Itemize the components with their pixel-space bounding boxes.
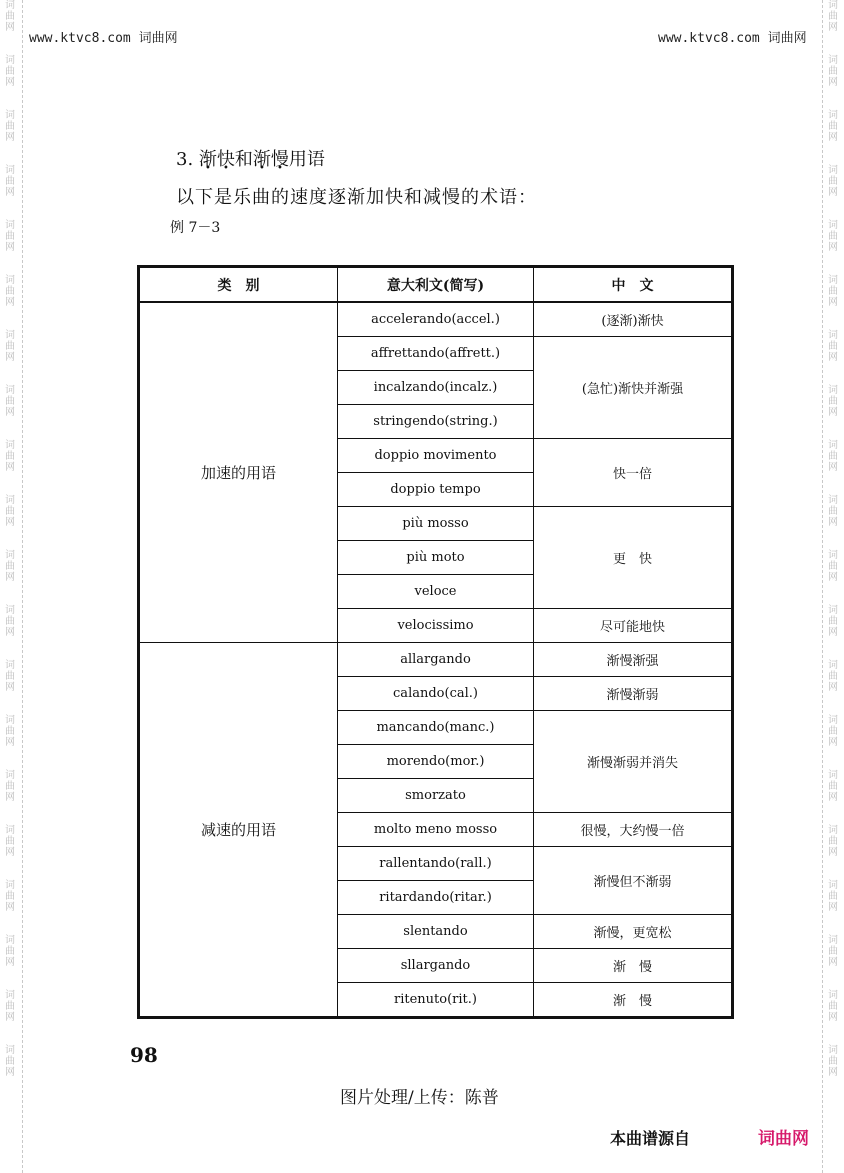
watermark-char: 词	[5, 275, 15, 286]
table-header-row	[139, 267, 733, 303]
watermark-char: 词	[828, 715, 838, 726]
watermark-char: 网	[5, 462, 15, 473]
table-row	[139, 643, 733, 677]
watermark-char: 曲	[828, 781, 838, 792]
watermark-char: 网	[828, 627, 838, 638]
watermark-char: 词	[5, 165, 15, 176]
watermark-char: 曲	[5, 726, 15, 737]
header-site-left[interactable]: www.ktvc8.com 词曲网	[29, 31, 178, 46]
chinese-meaning-cell: 渐慢，更宽松	[534, 915, 733, 949]
watermark-char: 词	[5, 990, 15, 1001]
watermark-char: 曲	[828, 11, 838, 22]
watermark-char: 曲	[5, 616, 15, 627]
watermark-char: 词	[828, 825, 838, 836]
watermark-char: 网	[5, 1012, 15, 1023]
chinese-meaning-cell: 更 快	[534, 507, 733, 609]
italian-term-cell: doppio tempo	[338, 473, 534, 507]
italian-term-cell: veloce	[338, 575, 534, 609]
watermark-char: 词	[5, 220, 15, 231]
watermark-char: 曲	[828, 121, 838, 132]
italian-term-cell: mancando(manc.)	[338, 711, 534, 745]
watermark-char: 网	[828, 407, 838, 418]
watermark-char: 网	[828, 462, 838, 473]
chinese-meaning-cell: 渐 慢	[534, 983, 733, 1018]
watermark-char: 网	[5, 297, 15, 308]
watermark-char: 词	[5, 880, 15, 891]
watermark-char: 曲	[5, 176, 15, 187]
right-margin-line	[822, 0, 823, 1173]
section-number: 3.	[176, 149, 194, 170]
watermark-char: 网	[5, 407, 15, 418]
watermark-char: 网	[828, 77, 838, 88]
chinese-meaning-cell: (急忙)渐快并渐强	[534, 337, 733, 439]
watermark-char: 曲	[5, 121, 15, 132]
watermark-char: 词	[828, 165, 838, 176]
italian-term-cell: smorzato	[338, 779, 534, 813]
watermark-char: 网	[828, 737, 838, 748]
watermark-char: 网	[5, 902, 15, 913]
watermark-char: 曲	[5, 1001, 15, 1012]
watermark-char: 词	[828, 385, 838, 396]
category-cell: 减速的用语	[139, 643, 338, 1018]
chinese-meaning-cell: 渐慢渐弱并消失	[534, 711, 733, 813]
footer-site-link[interactable]: 词曲网	[758, 1129, 809, 1149]
left-watermark-strip	[3, 0, 17, 1100]
watermark-char: 网	[5, 132, 15, 143]
category-cell: 加速的用语	[139, 302, 338, 643]
watermark-char: 曲	[5, 561, 15, 572]
watermark-char: 网	[828, 957, 838, 968]
watermark-char: 网	[5, 957, 15, 968]
header-chinese: 中 文	[534, 267, 733, 303]
watermark-char: 曲	[828, 286, 838, 297]
chinese-meaning-cell: 渐 慢	[534, 949, 733, 983]
header-site-right[interactable]: www.ktvc8.com 词曲网	[658, 31, 807, 46]
watermark-char: 网	[5, 22, 15, 33]
watermark-char: 词	[828, 330, 838, 341]
watermark-char: 词	[5, 110, 15, 121]
watermark-char: 网	[5, 187, 15, 198]
watermark-char: 网	[828, 297, 838, 308]
right-watermark-strip	[826, 0, 840, 1100]
watermark-char: 词	[828, 550, 838, 561]
watermark-char: 曲	[5, 231, 15, 242]
watermark-char: 曲	[5, 506, 15, 517]
watermark-char: 曲	[5, 946, 15, 957]
watermark-char: 网	[828, 132, 838, 143]
watermark-char: 词	[828, 660, 838, 671]
italian-term-cell: incalzando(incalz.)	[338, 371, 534, 405]
italian-term-cell: velocissimo	[338, 609, 534, 643]
italian-term-cell: ritenuto(rit.)	[338, 983, 534, 1018]
watermark-char: 网	[828, 792, 838, 803]
tempo-terms-table	[137, 265, 734, 1019]
watermark-char: 网	[828, 682, 838, 693]
watermark-char: 网	[828, 22, 838, 33]
watermark-char: 曲	[828, 231, 838, 242]
chinese-meaning-cell: 快一倍	[534, 439, 733, 507]
watermark-char: 词	[5, 495, 15, 506]
chinese-meaning-cell: 很慢，大约慢一倍	[534, 813, 733, 847]
watermark-char: 词	[828, 0, 838, 11]
watermark-char: 词	[828, 605, 838, 616]
watermark-char: 词	[5, 605, 15, 616]
watermark-char: 曲	[828, 891, 838, 902]
watermark-char: 曲	[5, 341, 15, 352]
watermark-char: 网	[5, 792, 15, 803]
upload-credit: 图片处理/上传：陈普	[340, 1088, 499, 1108]
watermark-char: 曲	[5, 396, 15, 407]
watermark-char: 网	[5, 682, 15, 693]
watermark-char: 网	[828, 847, 838, 858]
watermark-char: 词	[5, 935, 15, 946]
italian-term-cell: ritardando(ritar.)	[338, 881, 534, 915]
watermark-char: 词	[828, 935, 838, 946]
watermark-char: 网	[5, 1067, 15, 1078]
footer-source-label: 本曲谱源自	[610, 1129, 691, 1148]
watermark-char: 曲	[5, 286, 15, 297]
intro-text: 以下是乐曲的速度逐渐加快和减慢的术语：	[176, 187, 537, 208]
italian-term-cell: slentando	[338, 915, 534, 949]
watermark-char: 词	[828, 1045, 838, 1056]
watermark-char: 词	[5, 770, 15, 781]
watermark-char: 词	[5, 440, 15, 451]
watermark-char: 词	[828, 220, 838, 231]
watermark-char: 曲	[828, 726, 838, 737]
italian-term-cell: stringendo(string.)	[338, 405, 534, 439]
watermark-char: 曲	[5, 11, 15, 22]
watermark-char: 网	[828, 1012, 838, 1023]
watermark-char: 曲	[828, 561, 838, 572]
watermark-char: 曲	[828, 1056, 838, 1067]
left-margin-line	[22, 0, 23, 1173]
watermark-char: 网	[828, 1067, 838, 1078]
watermark-char: 词	[5, 825, 15, 836]
watermark-char: 曲	[5, 836, 15, 847]
watermark-char: 曲	[5, 66, 15, 77]
italian-term-cell: allargando	[338, 643, 534, 677]
watermark-char: 网	[5, 737, 15, 748]
watermark-char: 词	[5, 55, 15, 66]
chinese-meaning-cell: 尽可能地快	[534, 609, 733, 643]
watermark-char: 曲	[828, 66, 838, 77]
italian-term-cell: accelerando(accel.)	[338, 302, 534, 337]
watermark-char: 曲	[828, 396, 838, 407]
watermark-char: 网	[5, 847, 15, 858]
chinese-meaning-cell: 渐慢但不渐弱	[534, 847, 733, 915]
watermark-char: 词	[5, 660, 15, 671]
header-category: 类 别	[139, 267, 338, 303]
watermark-char: 词	[5, 550, 15, 561]
watermark-char: 词	[828, 440, 838, 451]
watermark-char: 词	[828, 770, 838, 781]
watermark-char: 词	[5, 715, 15, 726]
italian-term-cell: calando(cal.)	[338, 677, 534, 711]
italian-term-cell: più mosso	[338, 507, 534, 541]
italian-term-cell: morendo(mor.)	[338, 745, 534, 779]
watermark-char: 网	[5, 517, 15, 528]
chinese-meaning-cell: (逐渐)渐快	[534, 302, 733, 337]
watermark-char: 曲	[828, 836, 838, 847]
watermark-char: 曲	[5, 781, 15, 792]
italian-term-cell: doppio movimento	[338, 439, 534, 473]
watermark-char: 词	[5, 385, 15, 396]
watermark-char: 曲	[828, 506, 838, 517]
watermark-char: 词	[5, 1045, 15, 1056]
section-heading	[176, 145, 325, 171]
italian-term-cell: più moto	[338, 541, 534, 575]
page-number: 98	[130, 1043, 158, 1067]
example-label: 例 7－3	[170, 220, 221, 236]
watermark-char: 网	[5, 77, 15, 88]
watermark-char: 曲	[828, 341, 838, 352]
watermark-char: 网	[5, 242, 15, 253]
italian-term-cell: molto meno mosso	[338, 813, 534, 847]
watermark-char: 词	[828, 110, 838, 121]
watermark-char: 曲	[828, 1001, 838, 1012]
chinese-meaning-cell: 渐慢渐弱	[534, 677, 733, 711]
italian-term-cell: rallentando(rall.)	[338, 847, 534, 881]
watermark-char: 网	[828, 352, 838, 363]
watermark-char: 词	[828, 495, 838, 506]
watermark-char: 网	[828, 187, 838, 198]
watermark-char: 网	[828, 572, 838, 583]
italian-term-cell: sllargando	[338, 949, 534, 983]
watermark-char: 曲	[828, 671, 838, 682]
watermark-char: 网	[5, 627, 15, 638]
watermark-char: 曲	[5, 1056, 15, 1067]
watermark-char: 曲	[828, 176, 838, 187]
watermark-char: 词	[828, 55, 838, 66]
watermark-char: 词	[5, 0, 15, 11]
watermark-char: 曲	[5, 451, 15, 462]
header-italian: 意大利文(简写)	[338, 267, 534, 303]
watermark-char: 曲	[5, 671, 15, 682]
section-title: 渐快和渐慢用语	[198, 149, 325, 170]
watermark-char: 网	[5, 572, 15, 583]
chinese-meaning-cell: 渐慢渐强	[534, 643, 733, 677]
watermark-char: 曲	[828, 946, 838, 957]
watermark-char: 网	[828, 517, 838, 528]
watermark-char: 词	[828, 990, 838, 1001]
watermark-char: 词	[828, 275, 838, 286]
watermark-char: 曲	[5, 891, 15, 902]
table-row	[139, 302, 733, 337]
watermark-char: 词	[828, 880, 838, 891]
watermark-char: 网	[828, 242, 838, 253]
watermark-char: 曲	[828, 616, 838, 627]
watermark-char: 词	[5, 330, 15, 341]
italian-term-cell: affrettando(affrett.)	[338, 337, 534, 371]
watermark-char: 网	[5, 352, 15, 363]
watermark-char: 网	[828, 902, 838, 913]
watermark-char: 曲	[828, 451, 838, 462]
